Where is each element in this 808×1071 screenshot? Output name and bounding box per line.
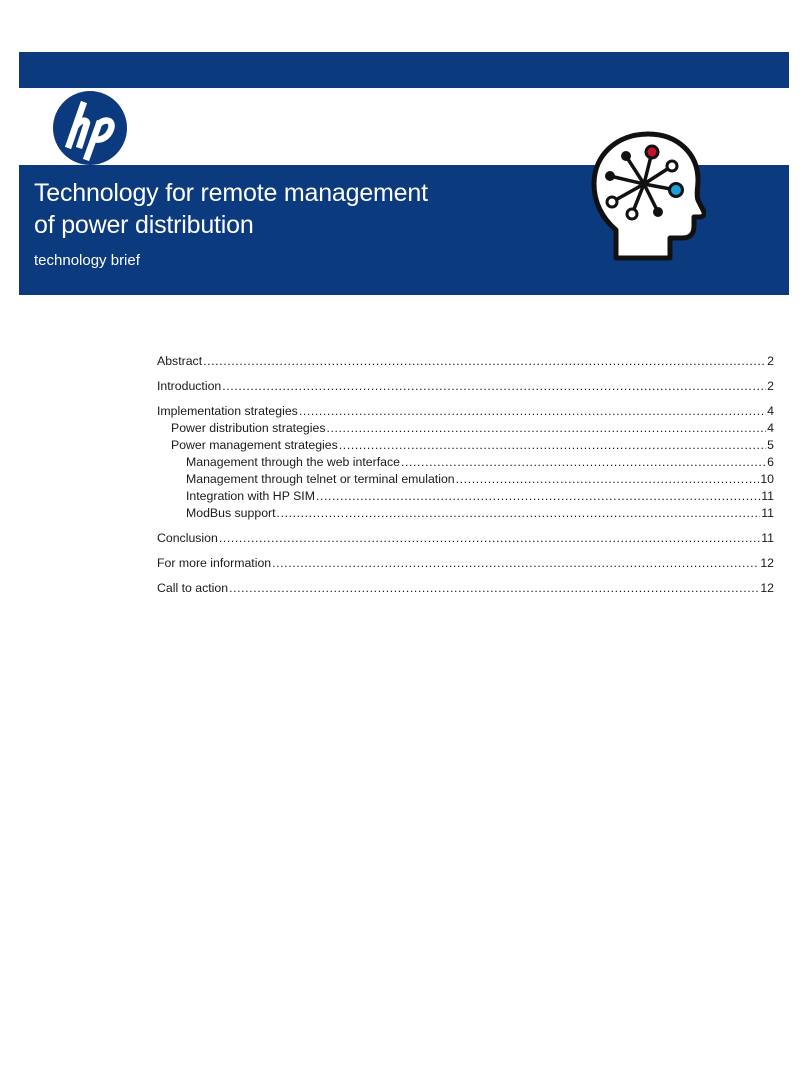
toc-page-number: 12 [760, 556, 774, 570]
toc-page-number: 2 [767, 354, 774, 368]
toc-leader-dots [222, 378, 766, 395]
toc-page-number: 2 [767, 379, 774, 393]
toc-page-number: 6 [767, 455, 774, 469]
document-title [34, 177, 428, 241]
toc-leader-dots [456, 471, 760, 488]
toc-entry-more-information[interactable] [157, 555, 774, 572]
title-line-1: Technology for remote management [34, 179, 428, 207]
toc-page-number: 4 [767, 404, 774, 418]
toc-label: Conclusion [157, 531, 218, 545]
toc-entry-power-distribution-strategies[interactable] [157, 420, 774, 437]
toc-page-number: 4 [767, 421, 774, 435]
toc-entry-implementation-strategies[interactable] [157, 403, 774, 420]
table-of-contents [157, 353, 774, 597]
toc-page-number: 11 [761, 489, 774, 503]
toc-entry-abstract[interactable] [157, 353, 774, 370]
document-subtitle: technology brief [34, 252, 140, 269]
title-line-2: of power distribution [34, 211, 254, 239]
toc-label: Introduction [157, 379, 222, 393]
toc-page-number: 11 [761, 531, 774, 545]
toc-label: For more information [157, 556, 272, 570]
toc-entry-power-management-strategies[interactable] [157, 437, 774, 454]
toc-entry-web-interface[interactable] [157, 454, 774, 471]
toc-leader-dots [339, 437, 766, 454]
toc-label: Management through the web interface [186, 455, 400, 469]
toc-page-number: 10 [760, 472, 774, 486]
toc-leader-dots [219, 530, 760, 547]
toc-page-number: 12 [760, 581, 774, 595]
top-banner [19, 52, 789, 88]
toc-entry-call-to-action[interactable] [157, 580, 774, 597]
toc-entry-modbus-support[interactable] [157, 505, 774, 522]
toc-leader-dots [299, 403, 766, 420]
toc-entry-hp-sim-integration[interactable] [157, 488, 774, 505]
toc-leader-dots [401, 454, 766, 471]
toc-label: Abstract [157, 354, 203, 368]
toc-label: Call to action [157, 581, 229, 595]
hp-logo [52, 90, 128, 166]
toc-leader-dots [326, 420, 766, 437]
toc-label: Power distribution strategies [171, 421, 326, 435]
toc-label: ModBus support [186, 506, 276, 520]
toc-leader-dots [277, 505, 761, 522]
toc-entry-introduction[interactable] [157, 378, 774, 395]
toc-label: Power management strategies [171, 438, 338, 452]
toc-entry-telnet-terminal-emulation[interactable] [157, 471, 774, 488]
head-network-icon [586, 126, 706, 274]
toc-leader-dots [316, 488, 760, 505]
toc-label: Implementation strategies [157, 404, 298, 418]
toc-leader-dots [272, 555, 759, 572]
toc-label: Management through telnet or terminal emulation [186, 472, 455, 486]
toc-page-number: 5 [767, 438, 774, 452]
toc-entry-conclusion[interactable] [157, 530, 774, 547]
toc-leader-dots [229, 580, 759, 597]
toc-label: Integration with HP SIM [186, 489, 315, 503]
toc-leader-dots [203, 353, 766, 370]
toc-page-number: 11 [761, 506, 774, 520]
